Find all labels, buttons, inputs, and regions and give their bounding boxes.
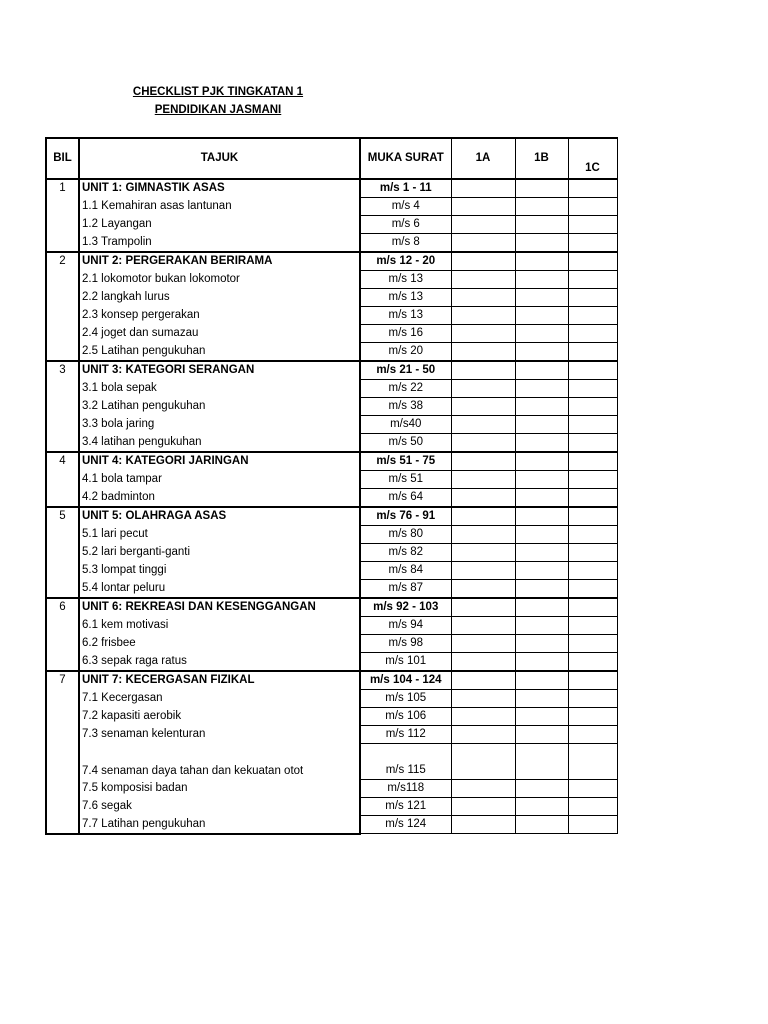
check-cell-1a[interactable] [451,471,515,489]
check-cell-1c[interactable] [568,526,617,544]
topic-row [46,562,617,580]
bil-cell: 4 [46,452,79,471]
check-cell-1c[interactable] [568,690,617,708]
bil-cell [46,744,79,780]
topic-page: m/s 4 [360,198,451,216]
topic-label: 7.7 Latihan pengukuhan [79,816,360,834]
bil-cell [46,617,79,635]
topic-label: 1.1 Kemahiran asas lantunan [79,198,360,216]
topic-page: m/s 22 [360,380,451,398]
unit-title: UNIT 4: KATEGORI JARINGAN [79,452,360,471]
check-cell-1c[interactable] [568,198,617,216]
topic-label: 6.3 sepak raga ratus [79,653,360,672]
check-cell-1b[interactable] [515,744,568,780]
check-cell-1c[interactable] [568,562,617,580]
check-cell-1a[interactable] [451,544,515,562]
check-cell-1b[interactable] [515,434,568,453]
topic-row [46,544,617,562]
check-cell-1c[interactable] [568,234,617,253]
check-cell-1c[interactable] [568,780,617,798]
topic-label: 2.5 Latihan pengukuhan [79,343,360,362]
check-cell-1c[interactable] [568,398,617,416]
check-cell-1b[interactable] [515,179,568,198]
bil-cell: 7 [46,671,79,690]
check-cell-1a[interactable] [451,635,515,653]
bil-cell [46,416,79,434]
check-cell-1b[interactable] [515,416,568,434]
bil-cell: 5 [46,507,79,526]
bil-cell [46,690,79,708]
topic-page: m/s 124 [360,816,451,834]
check-cell-1c[interactable] [568,798,617,816]
check-cell-1a[interactable] [451,708,515,726]
topic-label: 3.4 latihan pengukuhan [79,434,360,453]
unit-row [46,598,617,617]
check-cell-1a[interactable] [451,216,515,234]
check-cell-1a[interactable] [451,198,515,216]
topic-row [46,690,617,708]
check-cell-1a[interactable] [451,307,515,325]
unit-pages: m/s 51 - 75 [360,452,451,471]
document-subtitle: PENDIDIKAN JASMANI [154,104,282,116]
check-cell-1c[interactable] [568,434,617,453]
unit-pages: m/s 92 - 103 [360,598,451,617]
bil-cell [46,489,79,508]
topic-row [46,617,617,635]
check-cell-1b[interactable] [515,617,568,635]
bil-cell [46,780,79,798]
topic-row [46,216,617,234]
check-cell-1c[interactable] [568,271,617,289]
check-cell-1b[interactable] [515,562,568,580]
check-cell-1c[interactable] [568,617,617,635]
check-cell-1a[interactable] [451,234,515,253]
bil-cell: 3 [46,361,79,380]
check-cell-1c[interactable] [568,816,617,834]
topic-page: m/s 82 [360,544,451,562]
unit-row [46,507,617,526]
topic-label: 3.3 bola jaring [79,416,360,434]
topic-row [46,526,617,544]
bil-cell [46,198,79,216]
check-cell-1a[interactable] [451,489,515,508]
bil-cell [46,380,79,398]
unit-title: UNIT 3: KATEGORI SERANGAN [79,361,360,380]
bil-cell [46,343,79,362]
topic-row [46,471,617,489]
bil-cell [46,398,79,416]
topic-label: 3.1 bola sepak [79,380,360,398]
check-cell-1c[interactable] [568,471,617,489]
topic-row [46,653,617,672]
bil-cell [46,271,79,289]
topic-label: 7.2 kapasiti aerobik [79,708,360,726]
check-cell-1c[interactable] [568,671,617,690]
check-cell-1a[interactable] [451,744,515,780]
topic-page: m/s 87 [360,580,451,599]
check-cell-1c[interactable] [568,726,617,744]
topic-page: m/s 16 [360,325,451,343]
bil-cell [46,526,79,544]
bil-cell [46,307,79,325]
unit-title: UNIT 6: REKREASI DAN KESENGGANGAN [79,598,360,617]
check-cell-1a[interactable] [451,452,515,471]
topic-label: 2.2 langkah lurus [79,289,360,307]
check-cell-1c[interactable] [568,653,617,672]
check-cell-1c[interactable] [568,580,617,599]
topic-page: m/s 20 [360,343,451,362]
topic-label: 5.3 lompat tinggi [79,562,360,580]
check-cell-1b[interactable] [515,708,568,726]
bil-cell [46,726,79,744]
check-cell-1c[interactable] [568,343,617,362]
check-cell-1a[interactable] [451,780,515,798]
check-cell-1b[interactable] [515,635,568,653]
unit-title: UNIT 7: KECERGASAN FIZIKAL [79,671,360,690]
bil-cell [46,471,79,489]
topic-label: 1.3 Trampolin [79,234,360,253]
topic-page: m/s 50 [360,434,451,453]
topic-row [46,343,617,362]
topic-page: m/s 94 [360,617,451,635]
check-cell-1a[interactable] [451,289,515,307]
check-cell-1b[interactable] [515,452,568,471]
check-cell-1a[interactable] [451,671,515,690]
check-cell-1a[interactable] [451,816,515,834]
topic-row [46,580,617,599]
topic-page: m/s 80 [360,526,451,544]
check-cell-1c[interactable] [568,361,617,380]
unit-row [46,671,617,690]
header-muka-surat: MUKA SURAT [360,138,451,179]
check-cell-1b[interactable] [515,798,568,816]
unit-pages: m/s 1 - 11 [360,179,451,198]
check-cell-1a[interactable] [451,726,515,744]
topic-label: 2.3 konsep pergerakan [79,307,360,325]
check-cell-1b[interactable] [515,544,568,562]
checklist-table [45,137,618,835]
check-cell-1a[interactable] [451,580,515,599]
topic-row [46,434,617,453]
topic-label: 7.4 senaman daya tahan dan kekuatan otot [79,744,360,780]
bil-cell [46,234,79,253]
check-cell-1c[interactable] [568,252,617,271]
topic-page: m/s 84 [360,562,451,580]
check-cell-1b[interactable] [515,252,568,271]
check-cell-1b[interactable] [515,816,568,834]
bil-cell [46,434,79,453]
check-cell-1b[interactable] [515,380,568,398]
check-cell-1a[interactable] [451,325,515,343]
unit-row [46,252,617,271]
topic-label: 5.1 lari pecut [79,526,360,544]
topic-page: m/s 64 [360,489,451,508]
topic-label: 7.3 senaman kelenturan [79,726,360,744]
topic-page: m/s 115 [360,744,451,780]
bil-cell [46,544,79,562]
header-1a: 1A [451,138,515,179]
bil-cell: 6 [46,598,79,617]
topic-label: 6.1 kem motivasi [79,617,360,635]
topic-page: m/s 8 [360,234,451,253]
topic-row [46,726,617,744]
check-cell-1a[interactable] [451,434,515,453]
topic-row [46,234,617,253]
unit-title: UNIT 2: PERGERAKAN BERIRAMA [79,252,360,271]
check-cell-1b[interactable] [515,471,568,489]
check-cell-1c[interactable] [568,380,617,398]
check-cell-1b[interactable] [515,234,568,253]
topic-page: m/s 112 [360,726,451,744]
check-cell-1b[interactable] [515,271,568,289]
topic-label: 5.2 lari berganti-ganti [79,544,360,562]
topic-label: 6.2 frisbee [79,635,360,653]
check-cell-1a[interactable] [451,798,515,816]
bil-cell [46,580,79,599]
check-cell-1b[interactable] [515,653,568,672]
check-cell-1b[interactable] [515,216,568,234]
check-cell-1a[interactable] [451,598,515,617]
topic-row [46,816,617,834]
bil-cell [46,816,79,834]
check-cell-1b[interactable] [515,489,568,508]
check-cell-1b[interactable] [515,690,568,708]
check-cell-1b[interactable] [515,507,568,526]
check-cell-1c[interactable] [568,179,617,198]
topic-page: m/s 38 [360,398,451,416]
topic-page: m/s118 [360,780,451,798]
check-cell-1b[interactable] [515,343,568,362]
topic-row [46,780,617,798]
check-cell-1c[interactable] [568,289,617,307]
topic-page: m/s 13 [360,271,451,289]
unit-row [46,179,617,198]
check-cell-1a[interactable] [451,690,515,708]
topic-page: m/s40 [360,416,451,434]
check-cell-1c[interactable] [568,708,617,726]
bil-cell [46,708,79,726]
topic-row [46,744,617,780]
unit-pages: m/s 76 - 91 [360,507,451,526]
check-cell-1c[interactable] [568,325,617,343]
topic-row [46,489,617,508]
check-cell-1c[interactable] [568,216,617,234]
topic-label: 2.1 lokomotor bukan lokomotor [79,271,360,289]
topic-label: 3.2 Latihan pengukuhan [79,398,360,416]
check-cell-1c[interactable] [568,744,617,780]
topic-row [46,798,617,816]
bil-cell [46,562,79,580]
document-title: CHECKLIST PJK TINGKATAN 1 [132,86,304,98]
topic-page: m/s 51 [360,471,451,489]
topic-row [46,198,617,216]
check-cell-1b[interactable] [515,580,568,599]
unit-pages: m/s 12 - 20 [360,252,451,271]
header-tajuk: TAJUK [79,138,360,179]
check-cell-1b[interactable] [515,671,568,690]
check-cell-1a[interactable] [451,416,515,434]
header-1b: 1B [515,138,568,179]
topic-page: m/s 101 [360,653,451,672]
check-cell-1c[interactable] [568,544,617,562]
topic-page: m/s 105 [360,690,451,708]
topic-label: 4.1 bola tampar [79,471,360,489]
bil-cell [46,289,79,307]
check-cell-1a[interactable] [451,380,515,398]
topic-row [46,380,617,398]
check-cell-1c[interactable] [568,635,617,653]
bil-cell [46,216,79,234]
topic-row [46,271,617,289]
topic-page: m/s 121 [360,798,451,816]
topic-label: 7.5 komposisi badan [79,780,360,798]
bil-cell [46,325,79,343]
check-cell-1a[interactable] [451,271,515,289]
check-cell-1a[interactable] [451,617,515,635]
check-cell-1c[interactable] [568,598,617,617]
topic-page: m/s 13 [360,289,451,307]
bil-cell [46,798,79,816]
unit-row [46,361,617,380]
unit-title: UNIT 1: GIMNASTIK ASAS [79,179,360,198]
topic-label: 4.2 badminton [79,489,360,508]
check-cell-1b[interactable] [515,325,568,343]
check-cell-1a[interactable] [451,179,515,198]
check-cell-1a[interactable] [451,562,515,580]
check-cell-1a[interactable] [451,361,515,380]
check-cell-1b[interactable] [515,398,568,416]
topic-row [46,289,617,307]
topic-page: m/s 106 [360,708,451,726]
check-cell-1c[interactable] [568,452,617,471]
topic-page: m/s 98 [360,635,451,653]
unit-pages: m/s 21 - 50 [360,361,451,380]
bil-cell [46,635,79,653]
check-cell-1c[interactable] [568,507,617,526]
header-1c: 1C [568,138,617,179]
topic-label: 7.1 Kecergasan [79,690,360,708]
topic-label: 7.6 segak [79,798,360,816]
check-cell-1c[interactable] [568,489,617,508]
unit-row [46,452,617,471]
topic-page: m/s 6 [360,216,451,234]
topic-label: 5.4 lontar peluru [79,580,360,599]
topic-row [46,325,617,343]
check-cell-1b[interactable] [515,780,568,798]
bil-cell [46,653,79,672]
check-cell-1b[interactable] [515,307,568,325]
topic-page: m/s 13 [360,307,451,325]
check-cell-1b[interactable] [515,198,568,216]
check-cell-1b[interactable] [515,526,568,544]
topic-label: 1.2 Layangan [79,216,360,234]
topic-row [46,307,617,325]
check-cell-1a[interactable] [451,653,515,672]
table-header-row [46,138,617,179]
check-cell-1b[interactable] [515,726,568,744]
check-cell-1c[interactable] [568,307,617,325]
check-cell-1a[interactable] [451,343,515,362]
topic-row [46,416,617,434]
check-cell-1b[interactable] [515,598,568,617]
check-cell-1a[interactable] [451,252,515,271]
unit-pages: m/s 104 - 124 [360,671,451,690]
topic-row [46,398,617,416]
unit-title: UNIT 5: OLAHRAGA ASAS [79,507,360,526]
topic-row [46,708,617,726]
bil-cell: 1 [46,179,79,198]
check-cell-1a[interactable] [451,507,515,526]
header-bil: BIL [46,138,79,179]
bil-cell: 2 [46,252,79,271]
topic-label: 2.4 joget dan sumazau [79,325,360,343]
check-cell-1a[interactable] [451,526,515,544]
check-cell-1b[interactable] [515,361,568,380]
topic-row [46,635,617,653]
check-cell-1c[interactable] [568,416,617,434]
check-cell-1a[interactable] [451,398,515,416]
check-cell-1b[interactable] [515,289,568,307]
